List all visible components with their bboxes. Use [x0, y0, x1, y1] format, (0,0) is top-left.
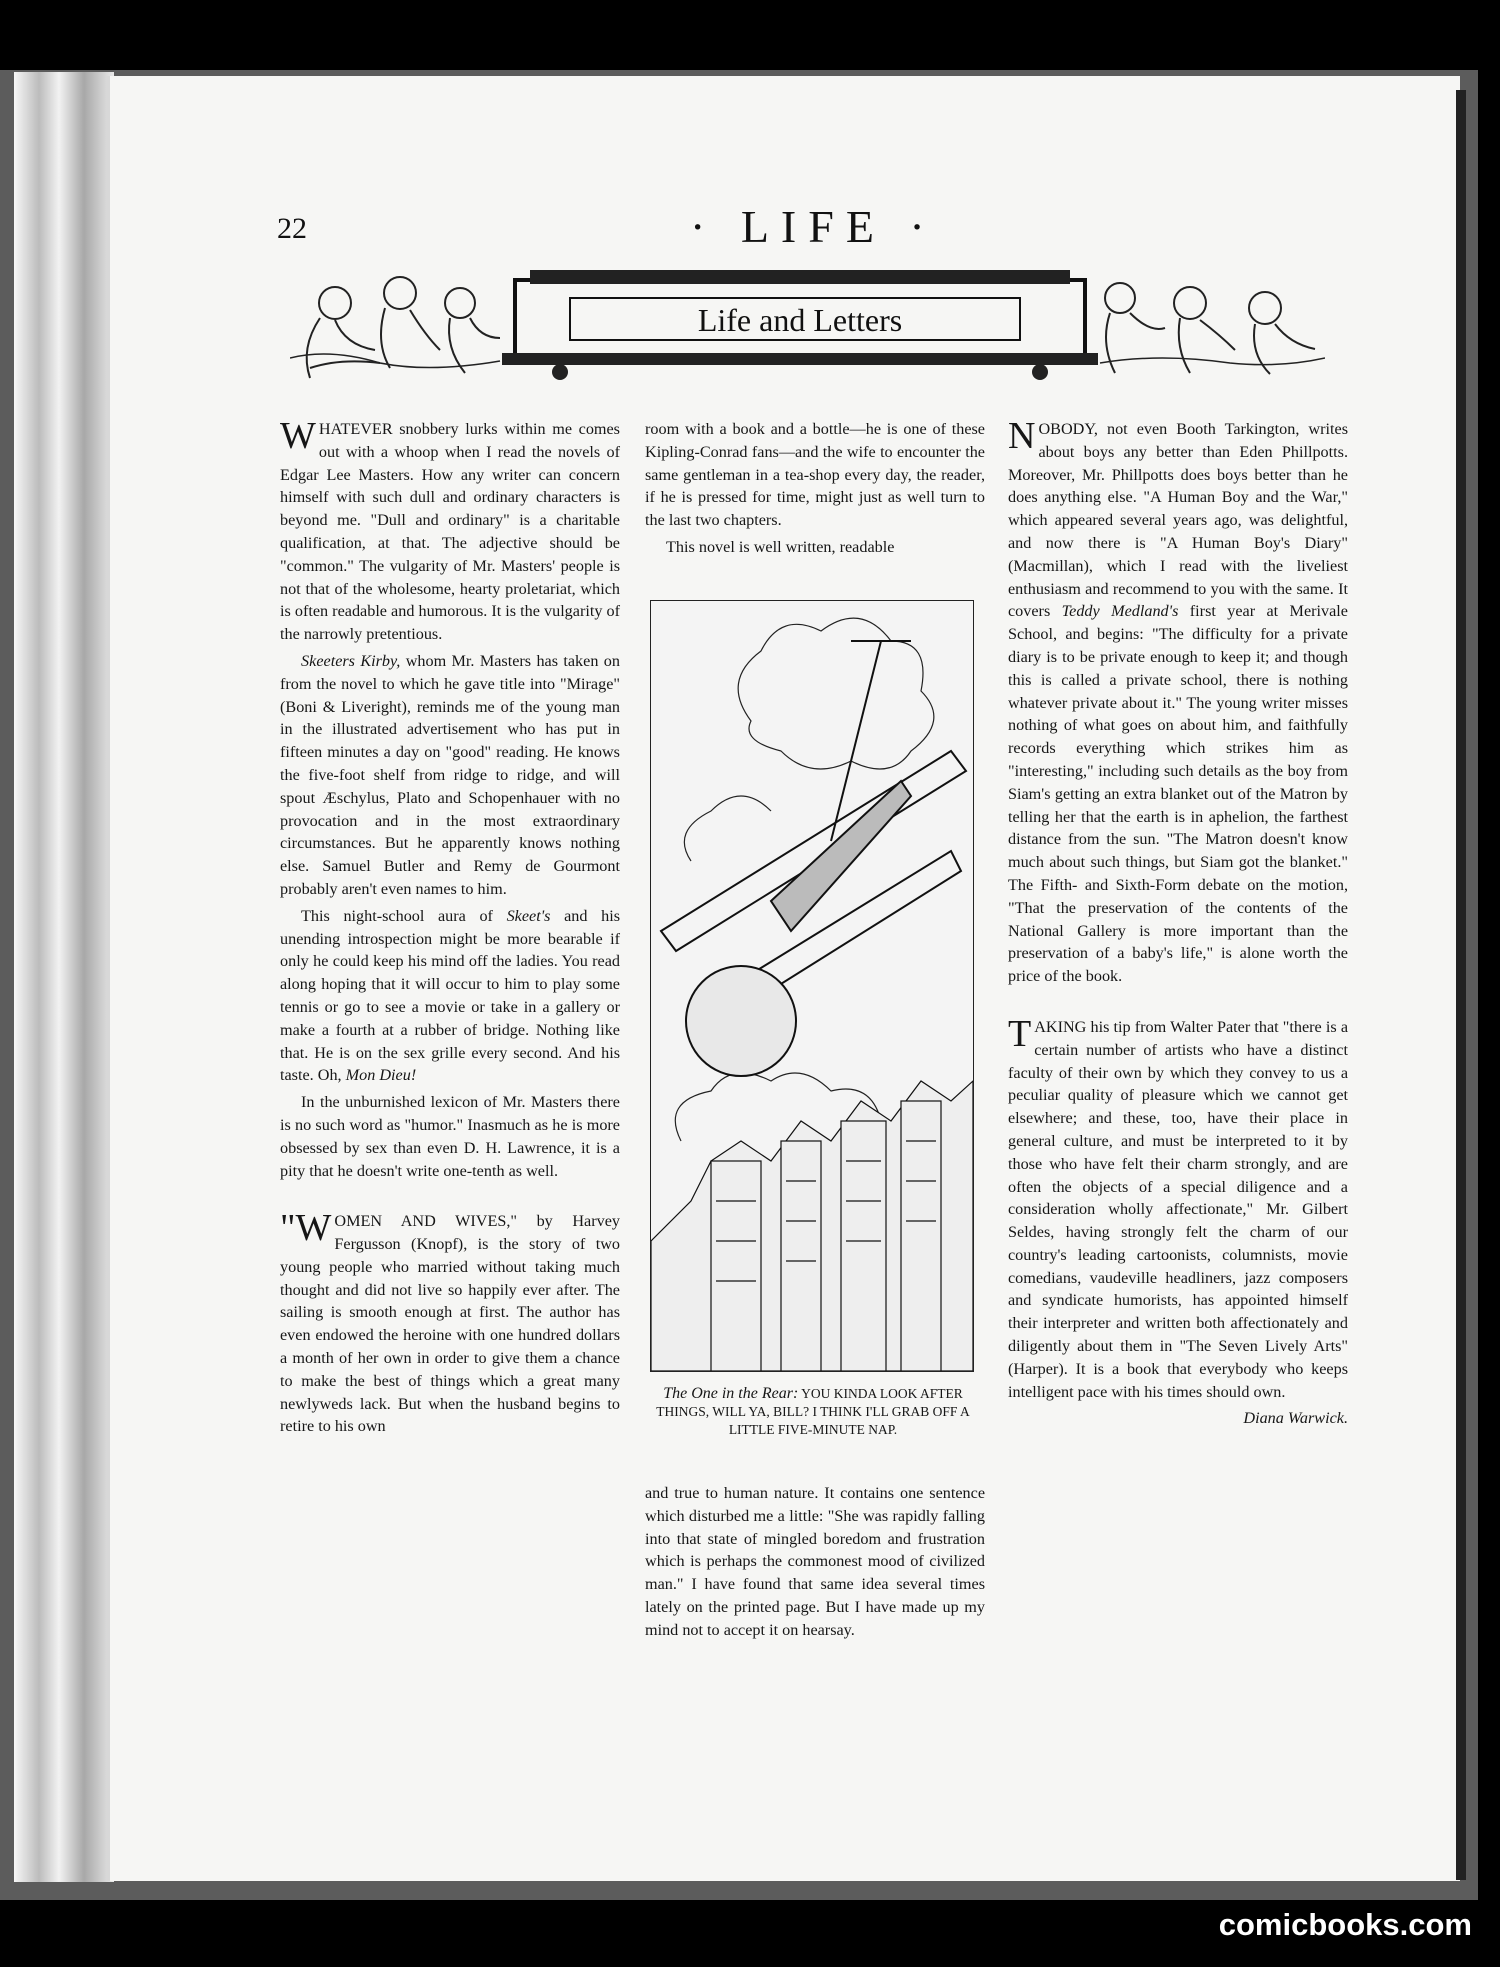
paragraph-lexicon: In the unburnished lexicon of Mr. Masters there is no such word as "humor." Inasmuch as he is more obsessed by sex than even D. H. Lawrence, it is a pity that he doesn't write one-tenth as well.: [280, 1093, 620, 1180]
paragraph-text: This night-school aura of: [301, 906, 507, 925]
column-1: [280, 415, 621, 1442]
paragraph-continued: room with a book and a bottle—he is one of these Kipling-Conrad fans—and the wife to encounter the same gentleman in a tea-shop every day, the reader, if he is pressed for time, might just as well turn to the last two chapters.: [645, 420, 985, 530]
paragraph-text: and his unending introspection might be more bearable if only he could keep his mind off the ladies. You read along hoping that it will occur to him to play some tennis or go to see a movie or take in a gallery or make a fourth at a rubber of bridge. Nothing like that. He is on the sex grille every second. And his taste. Oh,: [280, 906, 621, 1085]
drop-cap: W: [280, 415, 316, 457]
drop-cap: "W: [280, 1207, 332, 1250]
paragraph-text: AKING his tip from Walter Pater that "there is a certain number of artists who have a distinct faculty of their own by which they convey to us a peculiar quality of pleasure which we cannot get elsewhere; and these, too, have their place in general culture, and must be interpreted to it by those who have felt their charm strongly, and are often the objects of a special diligence and a consideration wholly affectionate," Mr. Gilbert Seldes, having strongly felt the charm of our country's leading cartoonists, columnists, movie comedians, vaudeville headliners, jazz composers and syndicate humorists, has appointed himself their interpreter and written both affectionately and diligently about them in "The Seven Lively Arts" (Harper). It is a book that everybody who keeps intelligent pace with his times should own.: [1008, 1017, 1348, 1401]
cherubs-right-illustration: [1100, 283, 1325, 374]
paragraph-text: whom Mr. Masters has taken on from the novel to which he gave title into "Mirage" (Boni & Liveright), reminds me of the young man in the illustrated advertisement who has put in fifteen minutes a day on "good" reading. He knows the five-foot shelf from ridge to ridge, and will spout Æschylus, Plato and Schopenhauer with no provocation and in the most extraordinary circumstances. But he apparently knows nothing else. Samuel Butler and Remy de Gourmont probably aren't even names to him.: [280, 651, 620, 898]
column-3: [1008, 415, 1348, 1430]
column-2: [645, 418, 985, 563]
italic-text: Skeet's: [506, 906, 551, 925]
masthead: · LIFE ·: [690, 201, 937, 252]
page-stack-edge: [14, 72, 114, 1882]
column-2-lower: [645, 1482, 985, 1646]
paragraph-text: OBODY, not even Booth Tarkington, writes about boys any better than Eden Phillpotts. Moreover, Mr. Phillpotts does boys better than he does anything else. "A Human Boy and the War," which appeared several years ago, was delightful, and now there is "A Human Boy's Diary" (Macmillan), which I read with the liveliest enthusiasm and recommend to you with the same. It covers: [1008, 420, 1348, 621]
watermark: comicbooks.com: [1218, 1907, 1472, 1942]
cherubs-left-illustration: [290, 277, 500, 378]
paragraph-well-written: This novel is well written, readable: [666, 537, 895, 556]
banner-title: Life and Letters: [697, 302, 903, 338]
paragraph-masters: [280, 415, 620, 646]
paragraph-text: HATEVER snobbery lurks within me comes out with a whoop when I read the novels of Edgar Lee Masters. How any writer can concern himself with such dull and ordinary characters is beyond me. "Dull and ordinary" is a charitable qualification, at that. The adjective should be "common." The vulgarity of Mr. Masters' people is not that of the wholesome, hearty proletariat, which is often readable and humorous. It is the vulgarity of the narrowly pretentious.: [280, 420, 620, 644]
propeller-blur: [686, 966, 796, 1076]
paragraph-text: OMEN AND WIVES," by Harvey Fergusson (Knopf), is the story of two young people who married without taking much thought and did not live so happily ever after. The sailing is smooth enough at first. The author has even endowed the heroine with one hundred dollars a month of her own in order to give them a chance to make the best of things which a great many newlyweds lack. But when the husband begins to retire to his own: [280, 1212, 620, 1436]
paragraph-text: first year at Merivale School, and begins: "The difficulty for a private diary is to be private enough to keep it; and though this is called a private school, there is nothing whatever private about it." The young writer misses nothing of what goes on about him, and faithfully records everything which strikes him as "interesting," including such details as the boy from Siam's getting an extra blanket out of the Matron by telling her that the earth is in aphelion, the farthest distance from the sun. "The Matron doesn't know much about such things, but Siam got the blanket." The Fifth- and Sixth-Form debate on the motion, "That the preservation of the contents of the National Gallery is more important than the preservation of a baby's life," is alone worth the price of the book.: [1008, 602, 1348, 986]
paragraph-night-school: [280, 905, 620, 1087]
italic-text: Teddy Medland's: [1061, 602, 1179, 621]
paragraph-human-nature: and true to human nature. It contains one sentence which disturbed me a little: "She was rapidly falling into that state of mingled boredom and frustration which is perhaps the commonest mood of civilized man." I have found that same idea several times lately on the printed page. But I have made up my mind not to accept it on hearsay.: [645, 1484, 985, 1639]
caption-title: The One in the Rear:: [663, 1385, 799, 1402]
page-number: 22: [277, 212, 307, 245]
life-and-letters-banner: [290, 258, 1325, 393]
drop-cap: T: [1008, 1012, 1032, 1055]
illustration-caption: [648, 1385, 978, 1439]
book-title: Skeeters Kirby,: [301, 651, 401, 670]
author-signature: Diana Warwick.: [1243, 1409, 1348, 1428]
caption-text: YOU KINDA LOOK AFTER THINGS, WILL YA, BILL? I THINK I'LL GRAB OFF A LITTLE FIVE-MINUTE NAP.: [656, 1386, 970, 1437]
city-skyline: [651, 1081, 973, 1371]
paragraph-women-and-wives: [280, 1207, 620, 1438]
biplane: [661, 641, 966, 1031]
drop-cap: N: [1008, 415, 1036, 457]
italic-text: Mon Dieu!: [345, 1066, 417, 1085]
biplane-illustration: [650, 600, 974, 1372]
paragraph-seldes: [1008, 1012, 1348, 1404]
paragraph-phillpotts: [1008, 415, 1348, 988]
book-spine: [1456, 90, 1466, 1880]
paragraph-skeeters: [280, 650, 620, 901]
